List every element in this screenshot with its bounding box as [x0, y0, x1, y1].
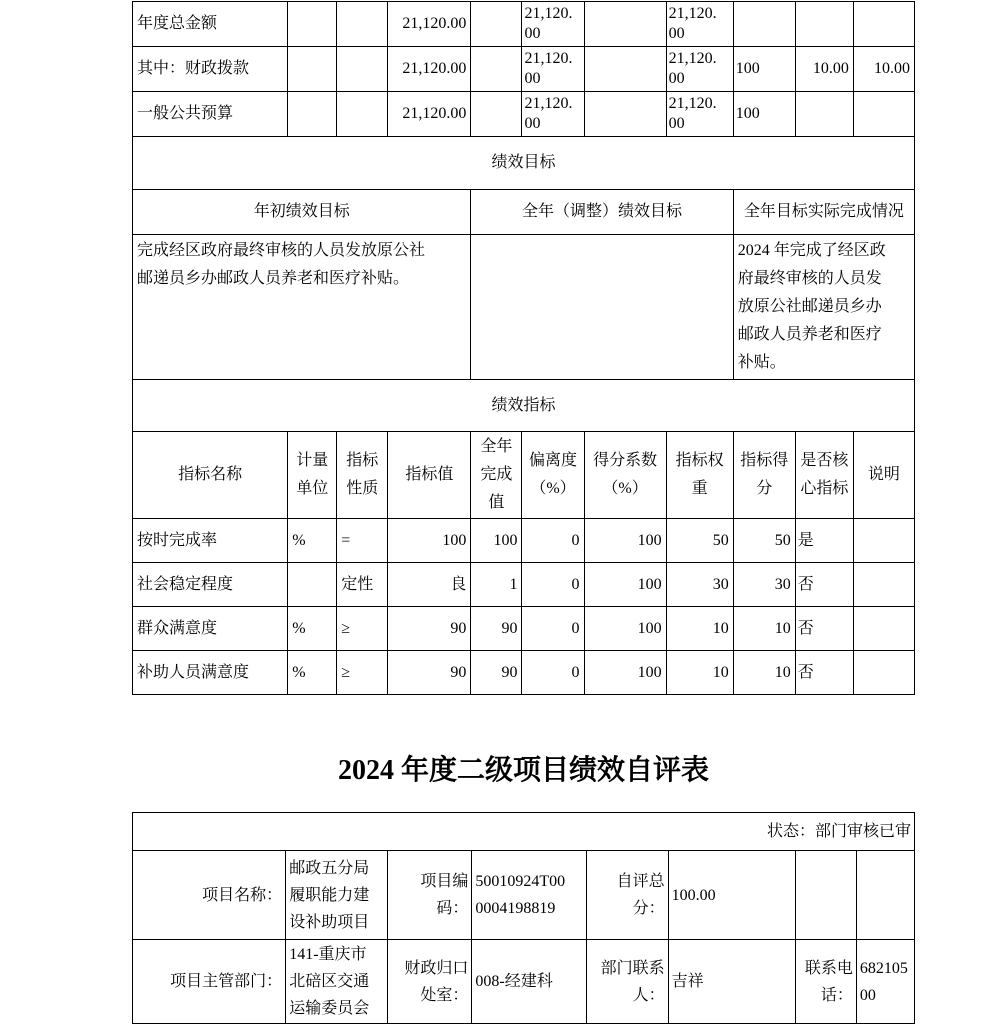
indicator-header-note: 说明: [853, 432, 914, 519]
indicator-unit: %: [288, 519, 337, 563]
row-fiscal-allocation: [133, 47, 915, 92]
table-cell: [584, 2, 666, 47]
indicator-row-ontime-completion: [133, 519, 915, 563]
table-cell: [288, 47, 337, 92]
dept-value: 141-重庆市北碚区交通运输委员会: [286, 940, 388, 1024]
row-goal-headers: [133, 190, 915, 235]
indicator-score: 30: [733, 563, 795, 607]
self-score-value: 100.00: [668, 851, 795, 940]
annual-total-amount: 21,120.00: [388, 2, 471, 47]
indicator-row-public-satisfaction: [133, 607, 915, 651]
table-cell: [337, 2, 388, 47]
indicator-target: 90: [388, 607, 471, 651]
indicator-deviation: 0: [522, 607, 584, 651]
amount-text: 21,120.00: [524, 5, 573, 42]
fiscal-office-label: [388, 940, 472, 1024]
project-name-label: 项目名称：: [133, 851, 286, 940]
indicator-target: 良: [388, 563, 471, 607]
row-project-department: [133, 940, 915, 1024]
row-general-public-budget: [133, 92, 915, 137]
indicator-header-score: 指标得分: [733, 432, 795, 519]
row-goal-content: [133, 235, 915, 380]
indicator-note: [853, 563, 914, 607]
indicator-weight: 10: [666, 651, 733, 695]
indicator-nature: ≥: [337, 607, 388, 651]
table-cell: [471, 2, 522, 47]
indicator-header-core: 是否核心指标: [795, 432, 853, 519]
phone-value: 68210500: [856, 940, 914, 1024]
table-cell: [471, 47, 522, 92]
indicator-completed: 90: [471, 607, 522, 651]
indicator-note: [853, 519, 914, 563]
section-title-performance-indicators: 绩效指标: [133, 380, 915, 432]
indicator-header-nature: 指标性质: [337, 432, 388, 519]
general-public-budget-label: 一般公共预算: [133, 92, 288, 137]
row-indicator-headers: [133, 432, 915, 519]
indicator-score: 10: [733, 651, 795, 695]
fiscal-allocation-amount-2: [522, 47, 584, 92]
label-text: 部门联系人：: [600, 959, 665, 1004]
annual-total-amount-3: [666, 2, 733, 47]
indicator-header-weight: 指标权重: [666, 432, 733, 519]
annual-total-amount-2: [522, 2, 584, 47]
contact-value: 吉祥: [668, 940, 795, 1024]
label-text: 财政归口处室：: [404, 959, 469, 1004]
weight-value: 10.00: [795, 47, 853, 92]
self-score-label: [586, 851, 668, 940]
goal-col-actual: 全年目标实际完成情况: [733, 190, 914, 235]
indicator-header-completed: 全年完成值: [471, 432, 522, 519]
table-cell: [853, 92, 914, 137]
indicator-core-flag: 否: [795, 563, 853, 607]
amount-text: 21,120.00: [524, 50, 573, 87]
project-code-value: [472, 851, 586, 940]
indicator-score: 50: [733, 519, 795, 563]
amount-text: 21,120.00: [668, 50, 717, 87]
table-cell: [795, 2, 853, 47]
row-goal-section: [133, 137, 915, 190]
indicator-unit: %: [288, 651, 337, 695]
indicator-header-unit: 计量单位: [288, 432, 337, 519]
table-cell: [337, 47, 388, 92]
project-self-evaluation-table: [132, 812, 915, 1024]
indicator-weight: 10: [666, 607, 733, 651]
status-row: [133, 813, 915, 851]
general-public-budget-amount-2: [522, 92, 584, 137]
indicator-core-flag: 否: [795, 651, 853, 695]
general-public-budget-amount-3: [666, 92, 733, 137]
indicator-name: 补助人员满意度: [133, 651, 288, 695]
indicator-deviation: 0: [522, 563, 584, 607]
indicator-weight: 50: [666, 519, 733, 563]
execution-rate: 100: [733, 92, 795, 137]
indicator-nature: ≥: [337, 651, 388, 695]
indicator-nature: 定性: [337, 563, 388, 607]
general-public-budget-amount: 21,120.00: [388, 92, 471, 137]
indicator-deviation: 0: [522, 519, 584, 563]
label-text: 自评总分：: [616, 873, 665, 917]
label-text: 联系电话：: [804, 959, 853, 1004]
indicator-row-recipient-satisfaction: [133, 651, 915, 695]
table-cell: [795, 851, 856, 940]
status-text: 状态：部门审核已审: [133, 813, 915, 851]
goal-actual-paragraph: 2024 年完成了经区政府最终审核的人员发放原公社邮递员乡办邮政人员养老和医疗补贴。: [737, 242, 886, 371]
indicator-note: [853, 651, 914, 695]
goal-col-initial: 年初绩效目标: [133, 190, 471, 235]
code-text: 50010924T000004198819: [475, 873, 566, 917]
goal-actual-text: [733, 235, 914, 380]
table-cell: [856, 851, 914, 940]
indicator-deviation: 0: [522, 651, 584, 695]
indicator-unit: [288, 563, 337, 607]
indicator-completed: 100: [471, 519, 522, 563]
row-project-name: [133, 851, 915, 940]
table-cell: [584, 47, 666, 92]
table-cell: [584, 92, 666, 137]
indicator-name: 按时完成率: [133, 519, 288, 563]
goal-initial-paragraph: 完成经区政府最终审核的人员发放原公社邮递员乡办邮政人员养老和医疗补贴。: [137, 242, 426, 287]
indicator-header-score-coef: 得分系数（%）: [584, 432, 666, 519]
section-title-performance-goals: 绩效目标: [133, 137, 915, 190]
amount-text: 21,120.00: [524, 95, 573, 132]
table-cell: [795, 92, 853, 137]
table-cell: [733, 2, 795, 47]
table-cell: [288, 92, 337, 137]
score-value: 10.00: [853, 47, 914, 92]
indicator-weight: 30: [666, 563, 733, 607]
page-title: 2024 年度二级项目绩效自评表: [337, 755, 709, 786]
row-indicator-section: [133, 380, 915, 432]
indicator-score-coef: 100: [584, 651, 666, 695]
indicator-score-coef: 100: [584, 563, 666, 607]
indicator-header-deviation: 偏离度（%）: [522, 432, 584, 519]
budget-performance-table: [132, 1, 915, 695]
indicator-header-target: 指标值: [388, 432, 471, 519]
amount-text: 21,120.00: [668, 5, 717, 42]
indicator-note: [853, 607, 914, 651]
indicator-row-social-stability: [133, 563, 915, 607]
indicator-target: 100: [388, 519, 471, 563]
label-text: 项目编码：: [420, 873, 469, 917]
goal-adjusted-text: [471, 235, 733, 380]
indicator-header-name: 指标名称: [133, 432, 288, 519]
indicator-score: 10: [733, 607, 795, 651]
indicator-score-coef: 100: [584, 519, 666, 563]
indicator-completed: 90: [471, 651, 522, 695]
fiscal-allocation-label: 其中：财政拨款: [133, 47, 288, 92]
table-cell: [853, 2, 914, 47]
indicator-nature: =: [337, 519, 388, 563]
table-cell: [337, 92, 388, 137]
annual-total-label: 年度总金额: [133, 2, 288, 47]
indicator-core-flag: 是: [795, 519, 853, 563]
indicator-completed: 1: [471, 563, 522, 607]
amount-text: 21,120.00: [668, 95, 717, 132]
dept-label: 项目主管部门：: [133, 940, 286, 1024]
indicator-name: 群众满意度: [133, 607, 288, 651]
project-code-label: [388, 851, 472, 940]
contact-label: [586, 940, 668, 1024]
indicator-core-flag: 否: [795, 607, 853, 651]
row-annual-total: [133, 2, 915, 47]
table-cell: [471, 92, 522, 137]
project-name-value: 邮政五分局履职能力建设补助项目: [286, 851, 388, 940]
goal-col-adjusted: 全年（调整）绩效目标: [471, 190, 733, 235]
indicator-score-coef: 100: [584, 607, 666, 651]
table-cell: [288, 2, 337, 47]
fiscal-office-value: 008-经建科: [472, 940, 586, 1024]
indicator-name: 社会稳定程度: [133, 563, 288, 607]
fiscal-allocation-amount-3: [666, 47, 733, 92]
indicator-target: 90: [388, 651, 471, 695]
phone-label: [795, 940, 856, 1024]
indicator-unit: %: [288, 607, 337, 651]
fiscal-allocation-amount: 21,120.00: [388, 47, 471, 92]
goal-initial-text: [133, 235, 471, 380]
execution-rate: 100: [733, 47, 795, 92]
